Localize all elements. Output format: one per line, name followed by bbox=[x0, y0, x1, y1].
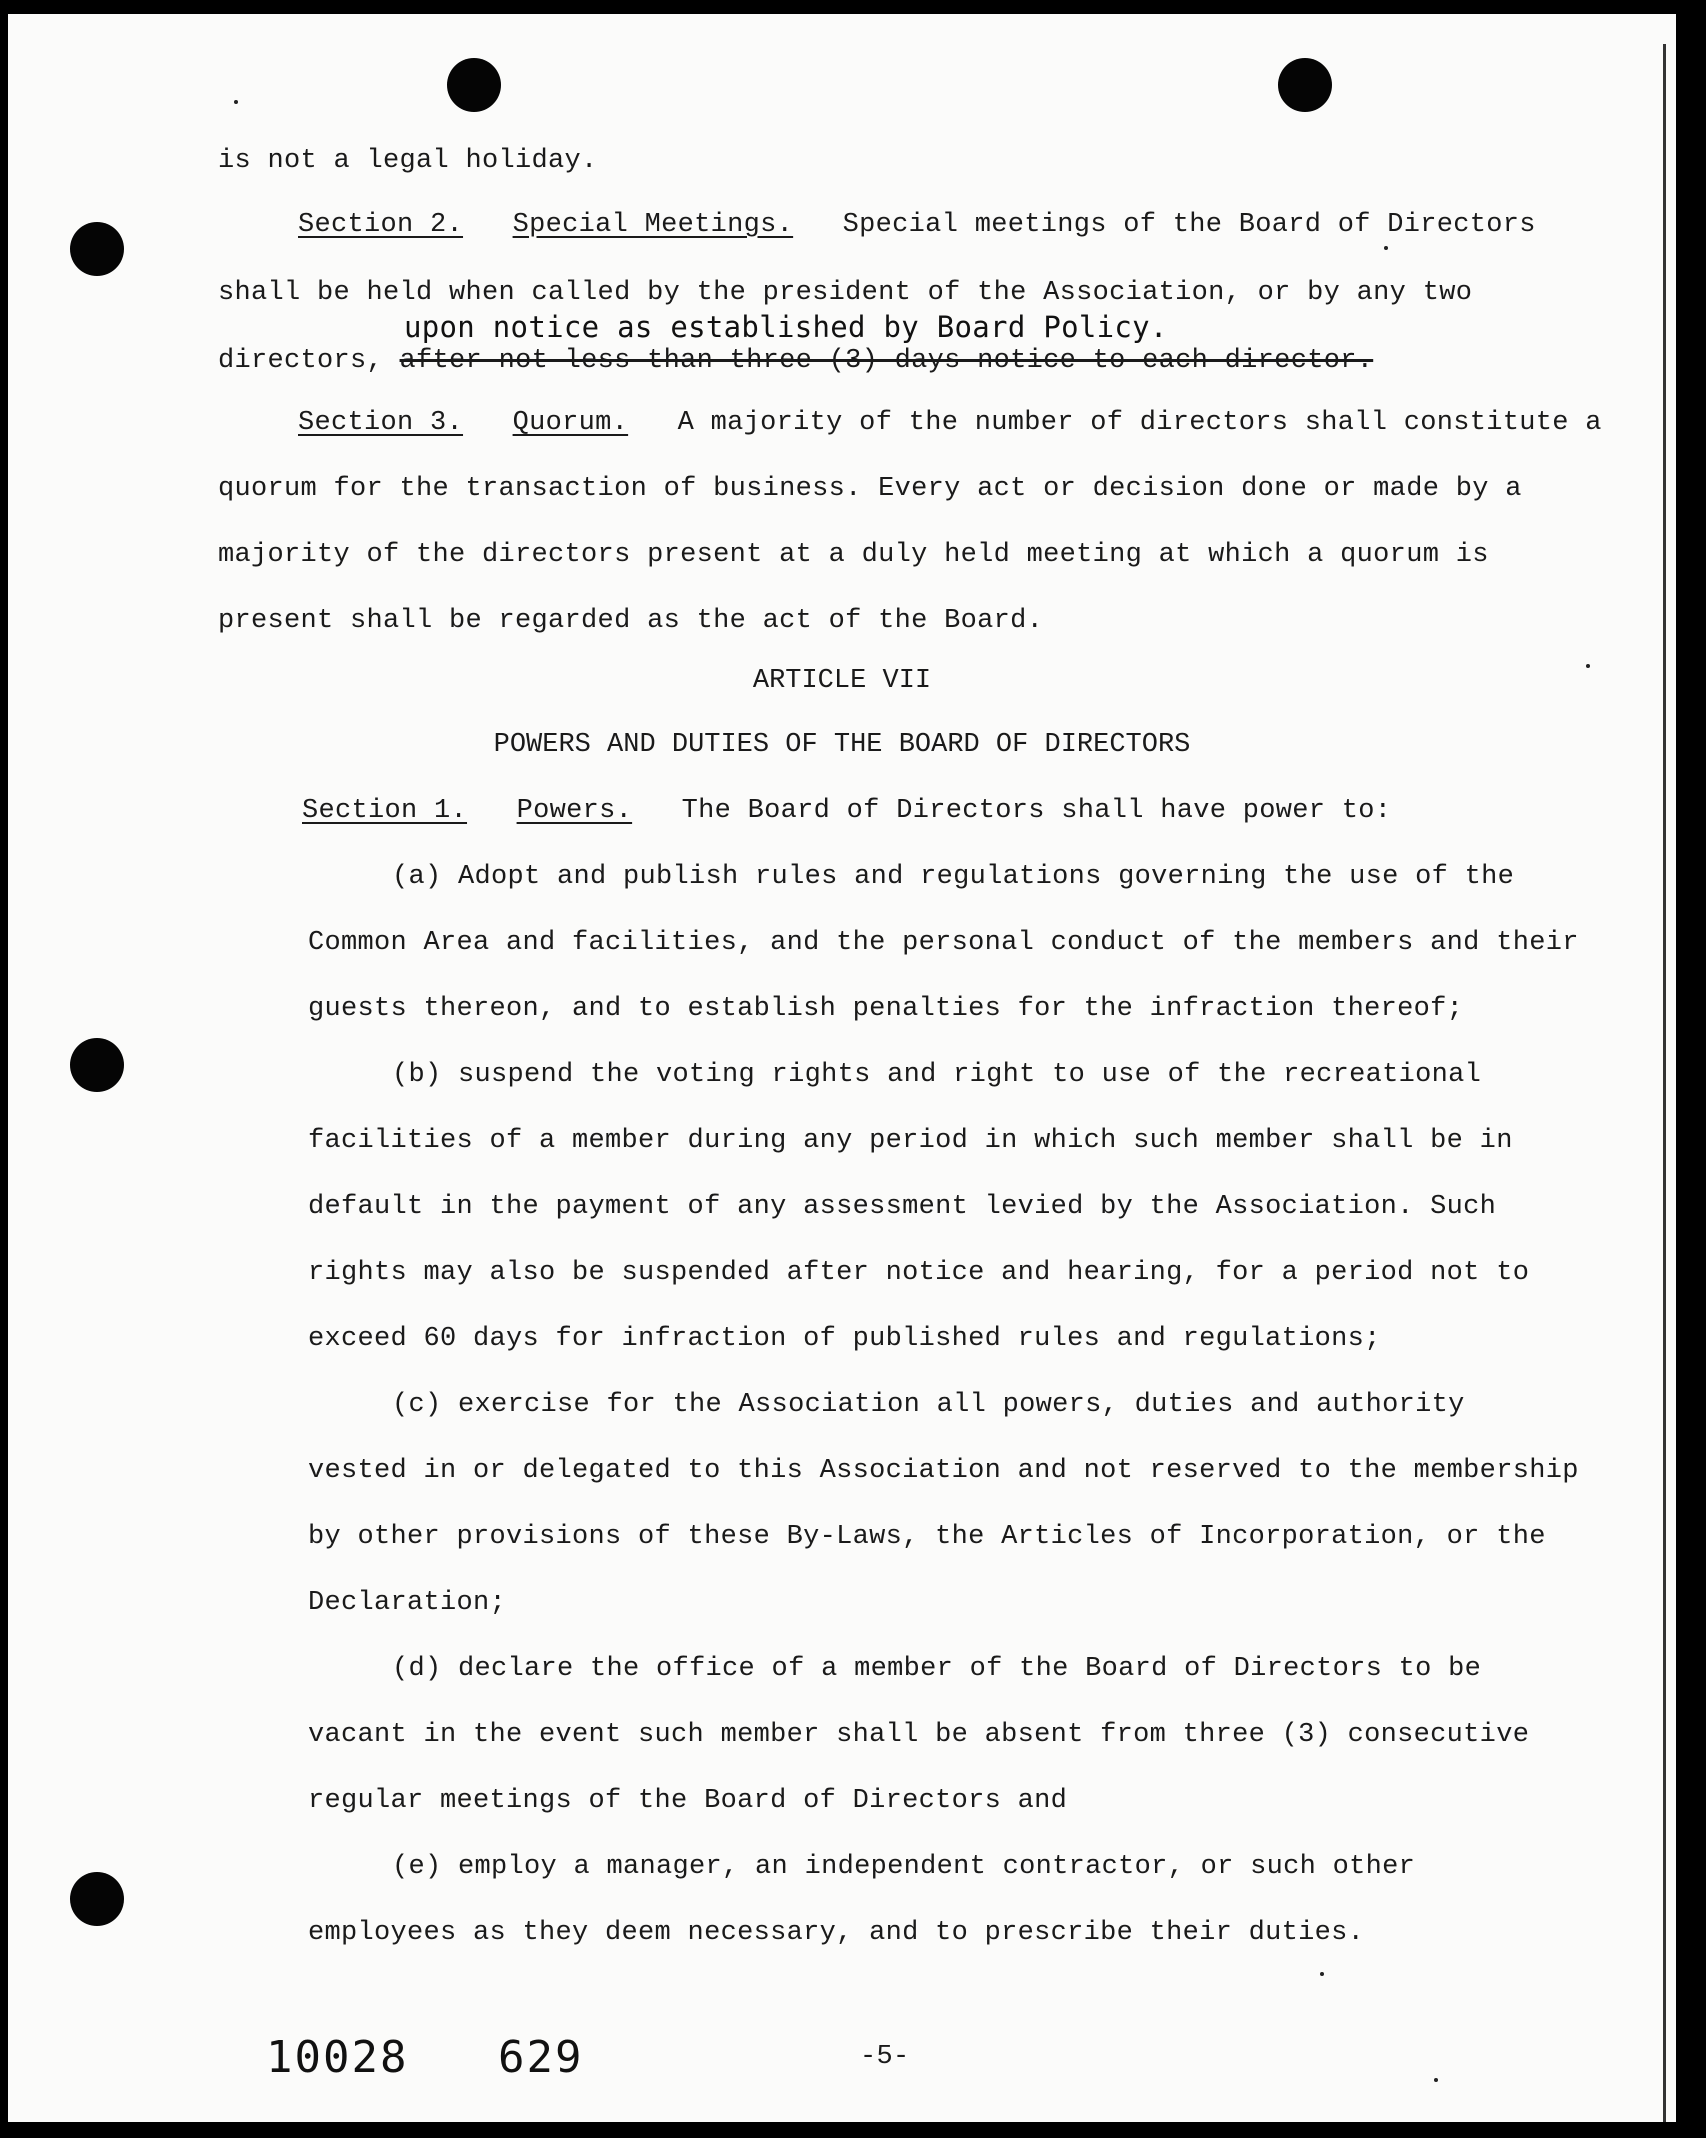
speck bbox=[1434, 2078, 1438, 2082]
speck bbox=[1320, 1972, 1324, 1976]
amended-line-start: directors, bbox=[218, 346, 384, 376]
item-b-line: default in the payment of any assessment levied by the Association. Such bbox=[308, 1192, 1497, 1222]
document-page bbox=[8, 14, 1676, 2122]
section-2-paragraph bbox=[298, 210, 1536, 240]
speck bbox=[1384, 246, 1388, 250]
item-c-line: (c) exercise for the Association all powers, duties and authority bbox=[392, 1390, 1465, 1420]
item-b-line: exceed 60 days for infraction of published rules and regulations; bbox=[308, 1324, 1381, 1354]
item-b-line: (b) suspend the voting rights and right to use of the recreational bbox=[392, 1060, 1482, 1090]
item-c-line: Declaration; bbox=[308, 1588, 507, 1618]
section-2-label: Section 2. bbox=[298, 210, 464, 240]
item-e-line: employees as they deem necessary, and to prescribe their duties. bbox=[308, 1918, 1365, 1948]
section-2-text: Special meetings of the Board of Directors bbox=[842, 210, 1536, 240]
text-line: shall be held when called by the president of the Association, or by any two bbox=[218, 278, 1473, 308]
item-d-line: (d) declare the office of a member of the Board of Directors to be bbox=[392, 1654, 1482, 1684]
punch-hole-left-3 bbox=[70, 1872, 124, 1926]
section-1-title: Powers. bbox=[516, 796, 633, 826]
section-1-text: The Board of Directors shall have power to: bbox=[681, 796, 1392, 826]
item-a-line: (a) Adopt and publish rules and regulations governing the use of the bbox=[392, 862, 1515, 892]
typed-insertion: upon notice as established by Board Policy. bbox=[404, 310, 1168, 344]
text-line: quorum for the transaction of business. Every act or decision done or made by a bbox=[218, 474, 1522, 504]
section-1-label: Section 1. bbox=[302, 796, 468, 826]
item-d-line: regular meetings of the Board of Directors and bbox=[308, 1786, 1068, 1816]
punch-hole-left-2 bbox=[70, 1038, 124, 1092]
section-2-title: Special Meetings. bbox=[512, 210, 794, 240]
item-c-line: by other provisions of these By-Laws, the Articles of Incorporation, or the bbox=[308, 1522, 1546, 1552]
scan-border-right bbox=[1676, 0, 1706, 2138]
item-e-line: (e) employ a manager, an independent contractor, or such other bbox=[392, 1852, 1416, 1882]
scan-edge-line bbox=[1663, 44, 1666, 2122]
amended-line bbox=[218, 346, 1373, 376]
section-3-label: Section 3. bbox=[298, 408, 464, 438]
item-a-line: guests thereon, and to establish penalties for the infraction thereof; bbox=[308, 994, 1464, 1024]
book-number: 10028 bbox=[266, 2032, 409, 2083]
text-line: majority of the directors present at a duly held meeting at which a quorum is bbox=[218, 540, 1489, 570]
page-number: -5- bbox=[860, 2042, 910, 2072]
text-line: present shall be regarded as the act of the Board. bbox=[218, 606, 1044, 636]
item-b-line: facilities of a member during any period in which such member shall be in bbox=[308, 1126, 1513, 1156]
section-1-paragraph bbox=[302, 796, 1391, 826]
section-3-text: A majority of the number of directors shall constitute a bbox=[677, 408, 1602, 438]
punch-hole-top-left bbox=[447, 58, 501, 112]
punch-hole-top-right bbox=[1278, 58, 1332, 112]
punch-hole-left-1 bbox=[70, 222, 124, 276]
section-3-paragraph bbox=[298, 408, 1602, 438]
item-a-line: Common Area and facilities, and the personal conduct of the members and their bbox=[308, 928, 1579, 958]
item-c-line: vested in or delegated to this Association and not reserved to the membership bbox=[308, 1456, 1579, 1486]
page-reference: 629 bbox=[498, 2032, 584, 2083]
text-line: is not a legal holiday. bbox=[218, 146, 598, 176]
struck-text: after not less than three (3) days notice to each director. bbox=[399, 346, 1374, 376]
section-3-title: Quorum. bbox=[512, 408, 629, 438]
speck bbox=[234, 100, 238, 104]
item-b-line: rights may also be suspended after notice and hearing, for a period not to bbox=[308, 1258, 1530, 1288]
item-d-line: vacant in the event such member shall be absent from three (3) consecutive bbox=[308, 1720, 1530, 1750]
article-title: POWERS AND DUTIES OF THE BOARD OF DIRECTORS bbox=[493, 730, 1191, 760]
article-number: ARTICLE VII bbox=[752, 666, 932, 696]
